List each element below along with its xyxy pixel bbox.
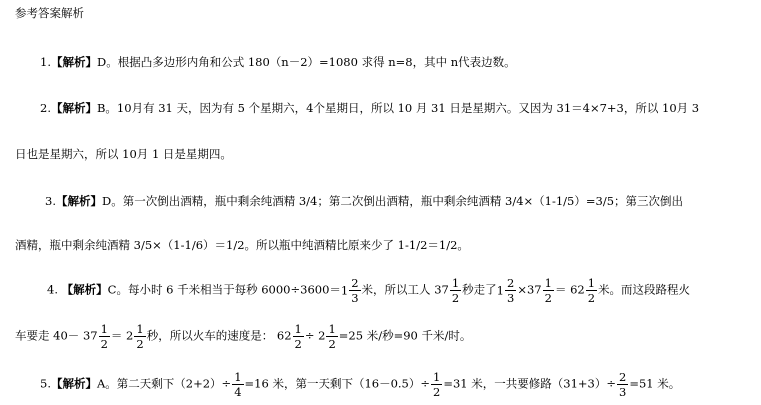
fraction-numerator: 1 bbox=[451, 276, 460, 290]
fraction-denominator: 2 bbox=[328, 337, 336, 351]
fraction-numerator: 2 bbox=[507, 276, 515, 290]
answer-3-text-2: 酒精，瓶中剩余纯酒精 3/5×（1-1/6）＝1/2。所以瓶中纯酒精比原来少了 1-1/2＝1/2。 bbox=[15, 238, 469, 252]
answer-2-text-2: 日也是星期六，所以 10月 1 日是星期四。 bbox=[15, 147, 232, 161]
answer-3-line-1 bbox=[45, 193, 683, 209]
answer-5-text-a: A。第二天剩下（2+2）÷ bbox=[96, 376, 232, 391]
answer-4-text-c: 秒走了 bbox=[462, 282, 497, 297]
fraction-denominator: 2 bbox=[100, 337, 108, 351]
fraction-denominator: 3 bbox=[619, 385, 627, 399]
fraction-numerator: 1 bbox=[136, 322, 144, 336]
answer-2-line-2 bbox=[15, 146, 232, 162]
fraction-denominator: 3 bbox=[507, 291, 515, 305]
answer-4-text-d: ×37 bbox=[517, 282, 542, 297]
answer-2-tag: 【解析】 bbox=[50, 101, 97, 115]
answer-4-text-b: 米，所以工人 37 bbox=[361, 282, 449, 297]
answer-5-tag: 【解析】 bbox=[50, 376, 97, 391]
answer-4-fraction-7 bbox=[134, 322, 145, 351]
fraction-numerator: 2 bbox=[351, 276, 359, 290]
answer-3-number: 3. bbox=[45, 194, 56, 208]
answer-4-line-2 bbox=[15, 322, 471, 351]
answer-4-text-l2a: 车要走 40－ 37 bbox=[15, 328, 98, 343]
answer-5-fraction-1 bbox=[232, 370, 243, 399]
answer-4-f1-whole: 1 bbox=[340, 283, 349, 298]
answer-1 bbox=[40, 54, 516, 70]
answer-4-tag: 【解析】 bbox=[61, 282, 108, 297]
answer-4-number: 4. bbox=[47, 282, 58, 297]
fraction-denominator: 2 bbox=[136, 337, 144, 351]
answer-4-fraction-2 bbox=[450, 276, 461, 305]
answer-4-fraction-1 bbox=[349, 276, 360, 305]
answer-3-text-1: D。第一次倒出酒精，瓶中剩余纯酒精 3/4；第二次倒出酒精，瓶中剩余纯酒精 3/4×（1-1/5）=3/5；第三次倒出 bbox=[101, 194, 684, 208]
fraction-denominator: 2 bbox=[451, 291, 460, 305]
fraction-denominator: 2 bbox=[544, 291, 552, 305]
fraction-denominator: 3 bbox=[351, 291, 359, 305]
answer-4-fraction-9 bbox=[326, 322, 337, 351]
fraction-denominator: 4 bbox=[234, 385, 242, 399]
fraction-numerator: 1 bbox=[587, 276, 596, 290]
fraction-denominator: 2 bbox=[294, 337, 302, 351]
answer-2-number: 2. bbox=[40, 101, 51, 115]
answer-4-text-f: 米。而这段路程火 bbox=[598, 282, 691, 297]
fraction-denominator: 2 bbox=[587, 291, 596, 305]
fraction-numerator: 1 bbox=[328, 322, 336, 336]
answer-4-f3-whole: 1 bbox=[496, 283, 504, 298]
page-title: 参考答案解析 bbox=[15, 6, 84, 20]
fraction-numerator: 1 bbox=[234, 370, 242, 384]
answer-4-text-a: C。每小时 6 千米相当于每秒 6000÷3600＝ bbox=[107, 282, 341, 297]
answer-3-tag: 【解析】 bbox=[55, 194, 102, 208]
answer-4-line-1 bbox=[47, 276, 690, 305]
answer-5-number: 5. bbox=[40, 376, 51, 391]
answer-4-text-l2c: 秒，所以火车的速度是： 62 bbox=[146, 328, 292, 343]
answer-2-line-1 bbox=[40, 100, 699, 116]
answer-4-fraction-8 bbox=[293, 322, 304, 351]
answer-1-text: D。根据凸多边形内角和公式 180（n－2）=1080 求得 n=8，其中 n代表边数。 bbox=[96, 55, 516, 69]
answer-1-tag: 【解析】 bbox=[50, 55, 97, 69]
answer-5-fraction-2 bbox=[431, 370, 442, 399]
fraction-numerator: 1 bbox=[544, 276, 552, 290]
answer-1-number: 1. bbox=[40, 55, 51, 69]
fraction-numerator: 1 bbox=[433, 370, 441, 384]
answer-5-text-d: =51 米。 bbox=[629, 376, 681, 391]
answer-4-fraction-4 bbox=[543, 276, 554, 305]
answer-4-fraction-3 bbox=[505, 276, 516, 305]
answer-4-text-l2d: ÷ 2 bbox=[304, 328, 326, 343]
answer-4-text-l2b: ＝ 2 bbox=[110, 328, 134, 343]
answer-4-text-e: ＝ 62 bbox=[554, 282, 585, 297]
answer-3-line-2 bbox=[15, 237, 469, 253]
fraction-denominator: 2 bbox=[433, 385, 441, 399]
fraction-numerator: 1 bbox=[100, 322, 108, 336]
answer-4-fraction-5 bbox=[586, 276, 597, 305]
answer-5-text-c: =31 米，一共要修路（31+3）÷ bbox=[443, 376, 616, 391]
answer-5 bbox=[40, 370, 680, 399]
fraction-numerator: 1 bbox=[294, 322, 302, 336]
answer-4-fraction-6 bbox=[99, 322, 110, 351]
fraction-numerator: 2 bbox=[619, 370, 627, 384]
answer-4-text-l2e: =25 米/秒=90 千米/时。 bbox=[338, 328, 472, 343]
answer-5-fraction-3 bbox=[617, 370, 628, 399]
answer-2-text-1: B。10月有 31 天，因为有 5 个星期六，4个星期日，所以 10 月 31 日是星期六。又因为 31＝4×7+3，所以 10月 3 bbox=[96, 101, 700, 115]
answer-5-text-b: =16 米，第一天剩下（16－0.5）÷ bbox=[244, 376, 431, 391]
